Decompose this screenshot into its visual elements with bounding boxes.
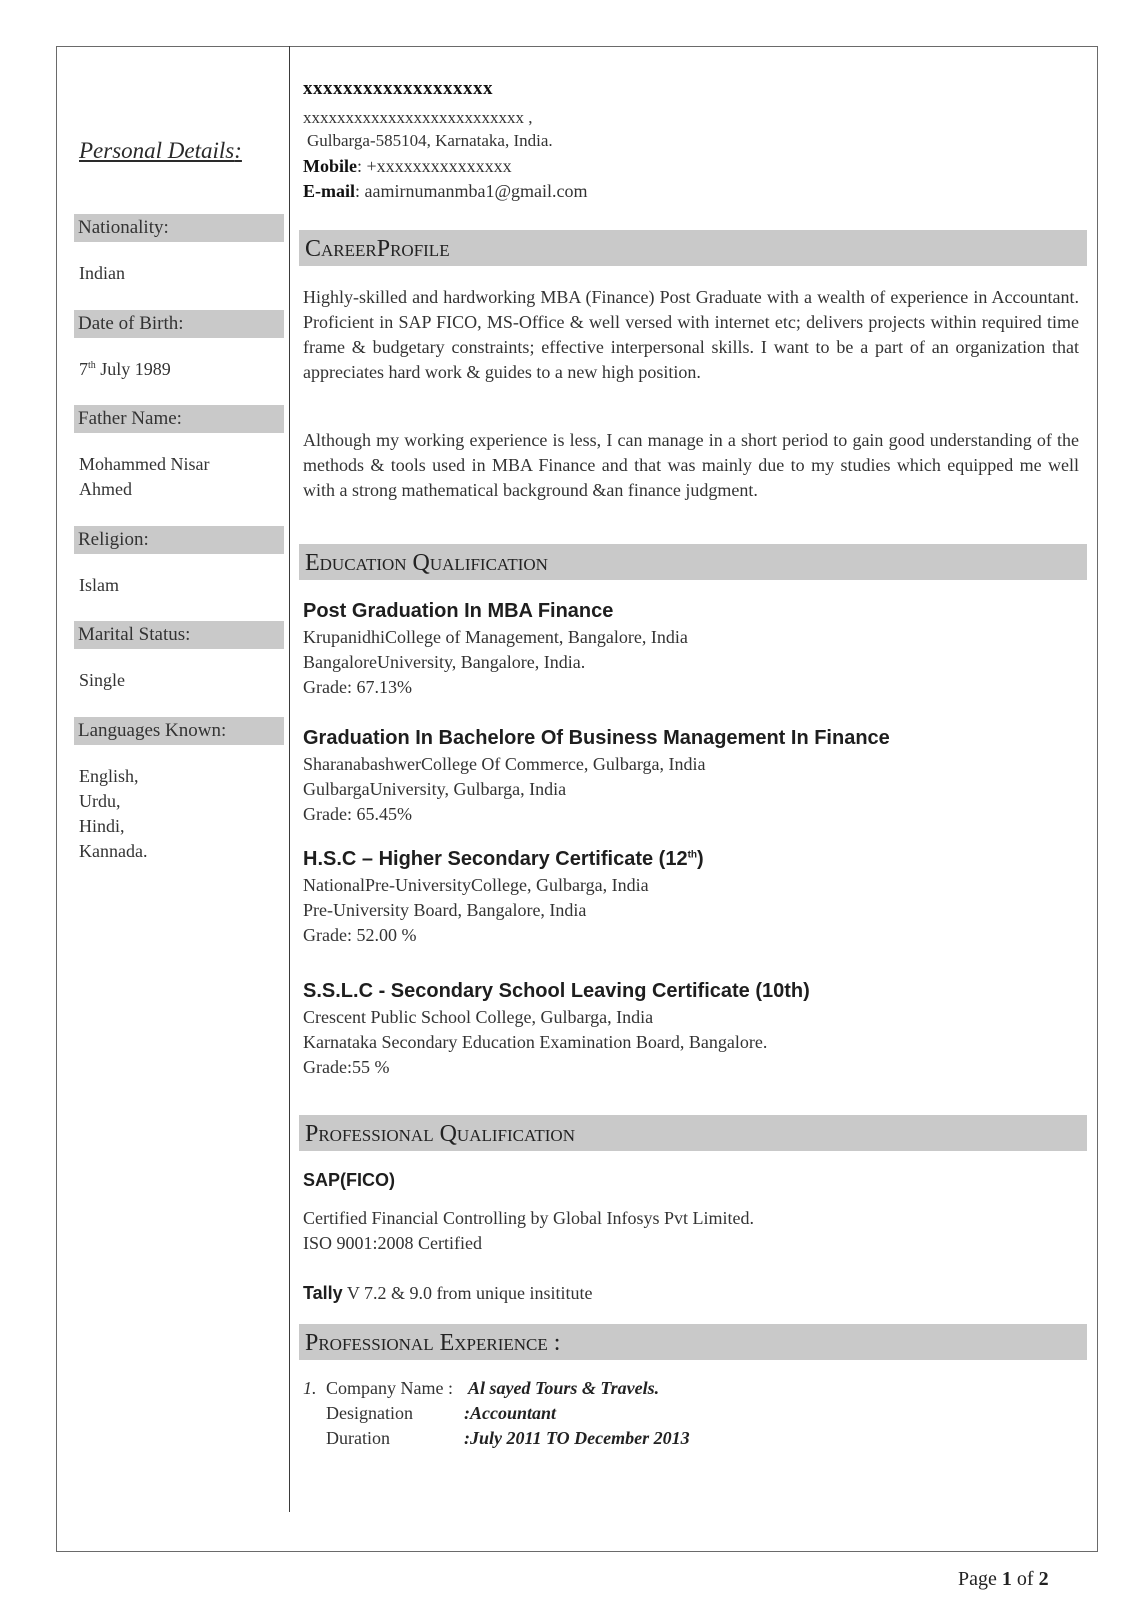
edu-sslc-line1: Crescent Public School College, Gulbarga, India [303,1007,654,1027]
edu-sslc-line2: Karnataka Secondary Education Examination Board, Bangalore. [303,1032,768,1052]
religion-value: Islam [79,575,119,595]
edu-title-sslc: S.S.L.C - Secondary School Leaving Certificate (10th) [303,980,810,1002]
personal-details-title [79,138,242,164]
edu-grad-grade: Grade: 65.45% [303,804,412,824]
dob-label: Date of Birth: [74,310,284,338]
address-line1: xxxxxxxxxxxxxxxxxxxxxxxxxx , [303,108,533,127]
personal-details-title-colon: : [234,138,242,163]
professional-qualification-heading: Professional Qualification [299,1115,1087,1151]
email-line [303,181,588,202]
column-divider [289,46,290,1512]
duration-value: :July 2011 TO December 2013 [464,1428,690,1448]
language-item: Urdu, [79,791,121,811]
career-profile-heading: CareerProfile [299,230,1087,266]
page-total: 2 [1038,1568,1049,1590]
mobile-line [303,156,512,177]
languages-list [79,764,279,864]
edu-title-grad: Graduation In Bachelore Of Business Management In Finance [303,727,890,749]
email-label: E-mail [303,181,355,201]
language-item: English, [79,766,139,786]
designation-key: Designation [326,1403,413,1423]
edu-hsc-grade: Grade: 52.00 % [303,925,417,945]
page-of: of [1011,1568,1039,1590]
professional-experience-heading: Professional Experience : [299,1324,1087,1360]
candidate-name: xxxxxxxxxxxxxxxxxxx [303,78,493,99]
nationality-value: Indian [79,263,125,283]
experience-number: 1. [303,1378,317,1398]
edu-hsc-title-sup: th [687,849,698,861]
languages-label: Languages Known: [74,717,284,745]
personal-details-title-text: Personal Details [79,138,235,163]
language-item: Kannada. [79,841,148,861]
edu-title-pg: Post Graduation In MBA Finance [303,600,614,622]
marital-status-value: Single [79,670,126,690]
marital-status-label: Marital Status: [74,621,284,649]
dob-value [79,357,279,382]
edu-grad-line2: GulbargaUniversity, Gulbarga, India [303,779,567,799]
email-value: : aamirnumanmba1@gmail.com [355,181,588,201]
designation-value: :Accountant [464,1403,557,1423]
sap-line1: Certified Financial Controlling by Global Infosys Pvt Limited. [303,1208,754,1228]
page-current: 1 [1001,1568,1012,1590]
father-name-value [79,452,279,502]
religion-label: Religion: [74,526,284,554]
page-number [958,1568,1049,1591]
company-name-value: Al sayed Tours & Travels. [468,1378,660,1398]
edu-sslc-grade: Grade:55 % [303,1057,390,1077]
sap-title: SAP(FICO) [303,1170,395,1190]
edu-hsc-title-text: H.S.C – Higher Secondary Certificate (12 [303,848,688,870]
nationality-label: Nationality: [74,214,284,242]
edu-pg-line2: BangaloreUniversity, Bangalore, India. [303,652,586,672]
dob-day: 7 [79,359,88,379]
education-heading: Education Qualification [299,544,1087,580]
edu-hsc-line1: NationalPre-UniversityCollege, Gulbarga, India [303,875,649,895]
edu-hsc-line2: Pre-University Board, Bangalore, India [303,900,587,920]
edu-hsc-title-end: ) [697,848,704,870]
career-paragraph-1: Highly-skilled and hardworking MBA (Finance) Post Graduate with a wealth of experience in Accountant. Proficient in SAP FICO, MS-Office & well versed with internet etc; delivers projects within required time frame & budgetary constraints; effective interpersonal skills. I want to be a part of an organization that appreciates hard work & guides to a new high position. [303,287,1079,382]
father-name-label: Father Name: [74,405,284,433]
edu-grad-line1: SharanabashwerCollege Of Commerce, Gulbarga, India [303,754,706,774]
address-line2: Gulbarga-585104, Karnataka, India. [307,131,553,150]
dob-rest: July 1989 [95,359,171,379]
sap-line2: ISO 9001:2008 Certified [303,1233,482,1253]
tally-line [303,1283,593,1304]
tally-text: V 7.2 & 9.0 from unique insititute [342,1283,593,1303]
tally-label: Tally [303,1283,343,1303]
father-name-line2: Ahmed [79,479,132,499]
edu-pg-grade: Grade: 67.13% [303,677,412,697]
edu-pg-line1: KrupanidhiCollege of Management, Bangalore, India [303,627,688,647]
company-name-key: Company Name : [326,1378,453,1398]
language-item: Hindi, [79,816,125,836]
page-word: Page [958,1568,1002,1590]
edu-title-hsc [303,848,704,871]
mobile-value: : +xxxxxxxxxxxxxxx [357,156,512,176]
career-paragraph-2: Although my working experience is less, I can manage in a short period to gain good understanding of the methods & tools used in MBA Finance and that was mainly due to my studies which equipped me well with a strong mathematical background &an finance judgment. [303,430,1079,500]
mobile-label: Mobile [303,156,357,176]
father-name-line1: Mohammed Nisar [79,454,210,474]
dob-sup: th [88,360,96,371]
duration-key: Duration [326,1428,390,1448]
